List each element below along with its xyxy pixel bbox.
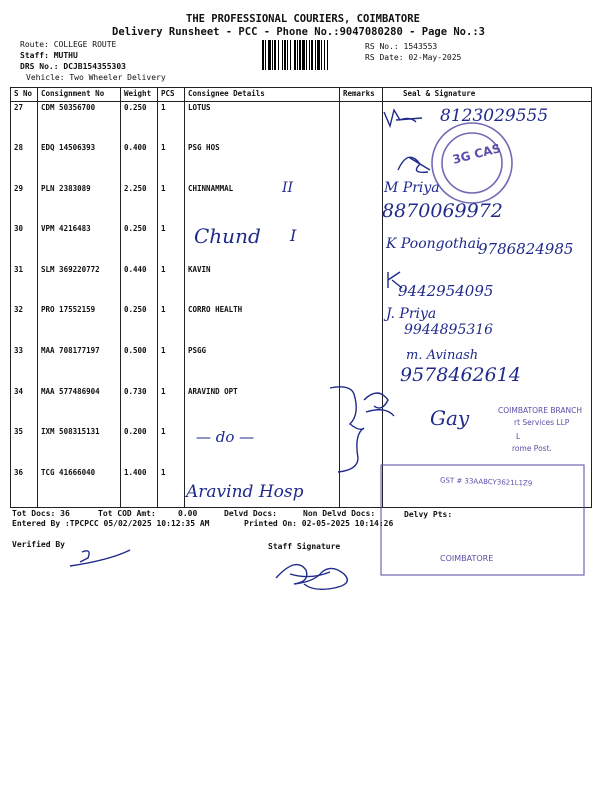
weight-cell: 0.200 [121, 426, 158, 467]
route-label: Route: COLLEGE ROUTE [20, 40, 117, 49]
sno-cell: 31 [11, 264, 38, 305]
consignee-cell: PSGG [185, 345, 340, 386]
rs-number: RS No.: 1543553 [365, 42, 438, 51]
weight-cell: 2.250 [121, 183, 158, 224]
row29-phone: 8870069972 [382, 200, 503, 222]
col-remarks: Remarks [340, 88, 383, 102]
consignment-cell: EDQ 14506393 [38, 142, 121, 183]
row30-signature: K Poongothai [386, 236, 481, 252]
weight-cell: 1.400 [121, 467, 158, 508]
consignment-cell: MAA 577486904 [38, 386, 121, 427]
weight-cell: 0.250 [121, 304, 158, 345]
weight-cell: 0.730 [121, 386, 158, 427]
row30-mark: I [290, 226, 297, 245]
row33-phone: 9578462614 [400, 364, 521, 386]
branch-stamp-line-1: COIMBATORE BRANCH [498, 406, 583, 415]
round-stamp-text: 3G CAS [451, 141, 503, 167]
sno-cell: 33 [11, 345, 38, 386]
pcs-cell: 1 [158, 264, 185, 305]
sno-cell: 35 [11, 426, 38, 467]
rs-date: RS Date: 02-May-2025 [365, 53, 462, 62]
pcs-cell: 1 [158, 426, 185, 467]
lower-stamp-text: COIMBATORE [440, 554, 494, 563]
total-cod-value: 0.00 [178, 509, 198, 518]
weight-cell: 0.500 [121, 345, 158, 386]
consignee-cell: KAVIN [185, 264, 340, 305]
company-name: THE PROFESSIONAL COURIERS, COIMBATORE [186, 13, 420, 25]
drs-number: DRS No.: DCJB154355303 [20, 62, 126, 71]
pcs-cell: 1 [158, 102, 185, 143]
row31-phone: 9442954095 [398, 282, 494, 300]
row28-signature-scribble [398, 157, 430, 172]
row30-phone: 9786824985 [478, 240, 574, 258]
col-weight: Weight [121, 88, 158, 102]
consignment-cell: CDM 50356700 [38, 102, 121, 143]
non-delivered-docs: Non Delvd Docs: [303, 509, 376, 518]
weight-cell: 0.440 [121, 264, 158, 305]
consignee-cell: CHINNAMMAL [185, 183, 340, 224]
vehicle-label: Vehicle: Two Wheeler Delivery [26, 73, 166, 82]
consignee-cell: CORRO HEALTH [185, 304, 340, 345]
consignment-cell: PLN 2383089 [38, 183, 121, 224]
col-seal-signature: Seal & Signature [383, 88, 592, 102]
consignment-cell: TCG 41666040 [38, 467, 121, 508]
pcs-cell: 1 [158, 345, 185, 386]
row33-signature: m. Avinash [406, 348, 479, 363]
verified-by: Verified By [12, 540, 65, 549]
row34-ditto-swoosh [364, 393, 394, 416]
verified-signature [70, 550, 130, 566]
row27-signature-scribble [384, 110, 422, 126]
row30-name: Chund [194, 224, 261, 248]
row34-signature: Gay [430, 406, 470, 430]
consignee-cell: ARAVIND OPT [185, 386, 340, 427]
weight-cell: 0.250 [121, 102, 158, 143]
gst-line: GST # 33AABCY3621L1Z9 [439, 476, 533, 488]
round-stamp-outer [432, 123, 512, 203]
staff-label: Staff: MUTHU [20, 51, 78, 60]
consignment-cell: SLM 369220772 [38, 264, 121, 305]
staff-signature-label: Staff Signature [268, 542, 341, 551]
pcs-cell: 1 [158, 467, 185, 508]
sno-cell: 28 [11, 142, 38, 183]
runsheet-subtitle: Delivery Runsheet - PCC - Phone No.:9047080280 - Page No.:3 [112, 26, 485, 38]
consignment-cell: VPM 4216483 [38, 223, 121, 264]
col-sno: S No [11, 88, 38, 102]
branch-stamp-line-2: rt Services LLP [514, 418, 570, 427]
col-consignment: Consignment No [38, 88, 121, 102]
branch-stamp-line-4: rome Post. [512, 444, 552, 453]
pcs-cell: 1 [158, 142, 185, 183]
delivered-docs: Delvd Docs: [224, 509, 277, 518]
weight-cell: 0.250 [121, 223, 158, 264]
row29-mark: II [282, 180, 294, 196]
entered-by: Entered By :TPCPCC 05/02/2025 10:12:35 AM [12, 519, 210, 528]
sno-cell: 30 [11, 223, 38, 264]
col-consignee: Consignee Details [185, 88, 340, 102]
delivery-points: Delvy Pts: [404, 510, 453, 519]
row35-ditto: — do — [196, 428, 255, 446]
total-docs: Tot Docs: 36 [12, 509, 70, 518]
sno-cell: 29 [11, 183, 38, 224]
staff-signature [276, 565, 347, 590]
printed-on: Printed On: 02-05-2025 10:14:26 [244, 519, 394, 528]
sno-cell: 27 [11, 102, 38, 143]
sno-cell: 36 [11, 467, 38, 508]
consignment-cell: IXM 508315131 [38, 426, 121, 467]
weight-cell: 0.400 [121, 142, 158, 183]
sno-cell: 34 [11, 386, 38, 427]
consignee-cell: PSG HOS [185, 142, 340, 183]
pcs-cell: 1 [158, 386, 185, 427]
col-pcs: PCS [158, 88, 185, 102]
pcs-cell: 1 [158, 183, 185, 224]
total-cod-label: Tot COD Amt: [98, 509, 156, 518]
pcs-cell: 1 [158, 304, 185, 345]
row36-name: Aravind Hosp [186, 482, 304, 502]
consignee-cell: LOTUS [185, 102, 340, 143]
brace-rows-34-36 [330, 387, 364, 472]
row29-name: M Priya [384, 180, 440, 196]
sno-cell: 32 [11, 304, 38, 345]
consignment-cell: MAA 708177197 [38, 345, 121, 386]
row32-signature: J. Priya [386, 306, 437, 322]
branch-stamp-line-3: L [516, 432, 521, 441]
row32-phone: 9944895316 [404, 322, 494, 338]
row27-phone: 8123029555 [440, 106, 549, 126]
consignment-cell: PRO 17552159 [38, 304, 121, 345]
pcs-cell: 1 [158, 223, 185, 264]
